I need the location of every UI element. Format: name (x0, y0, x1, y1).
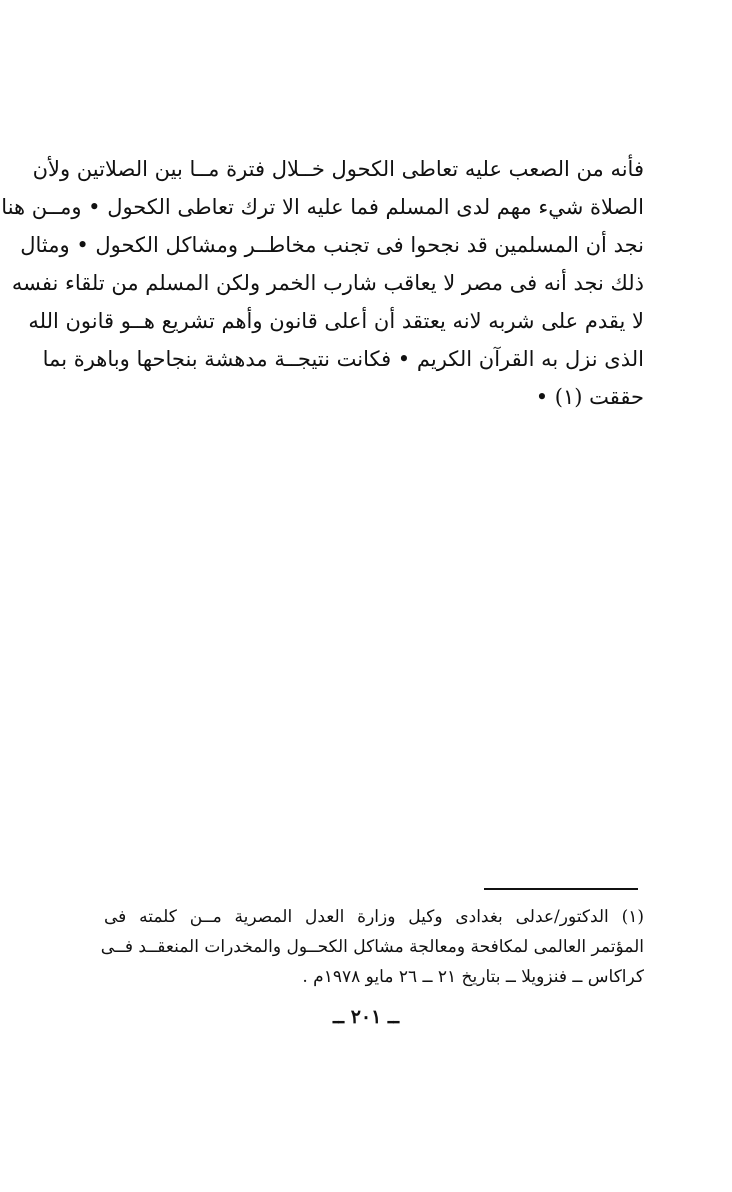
footnote-line-1: (١) الدكتور/عدلى بغدادى وكيل وزارة العدل المصرية مــن كلمته فى (104, 907, 644, 927)
body-line-5: لا يقدم على شربه لانه يعتقد أن أعلى قانون وأهم تشريع هــو قانون الله (28, 309, 644, 333)
body-line-2: الصلاة شيء مهم لدى المسلم فما عليه الا ترك تعاطى الكحول • ومــن هنا (1, 195, 644, 219)
page-number: ــ ٢٠١ ــ (332, 1006, 400, 1028)
body-paragraph (1, 150, 644, 416)
body-line-7: حققت (١) • (535, 385, 644, 409)
footnote-line-3: كراكاس ــ فنزويلا ــ بتاريخ ٢١ ــ ٢٦ مايو ١٩٧٨م . (302, 967, 644, 987)
footnote-block (100, 902, 644, 992)
footnote-divider (484, 888, 638, 890)
body-line-1: فأنه من الصعب عليه تعاطى الكحول خــلال فترة مــا بين الصلاتين ولأن (32, 157, 644, 181)
body-line-6: الذى نزل به القرآن الكريم • فكانت نتيجــة مدهشة بنجاحها وباهرة بما (42, 347, 644, 371)
footnote-line-2: المؤتمر العالمى لمكافحة ومعالجة مشاكل الكحــول والمخدرات المنعقــد فــى (100, 937, 644, 957)
body-line-3: نجد أن المسلمين قد نجحوا فى تجنب مخاطــر ومشاكل الكحول • ومثال (20, 233, 644, 257)
body-line-4: ذلك نجد أنه فى مصر لا يعاقب شارب الخمر ولكن المسلم من تلقاء نفسه (11, 271, 644, 295)
